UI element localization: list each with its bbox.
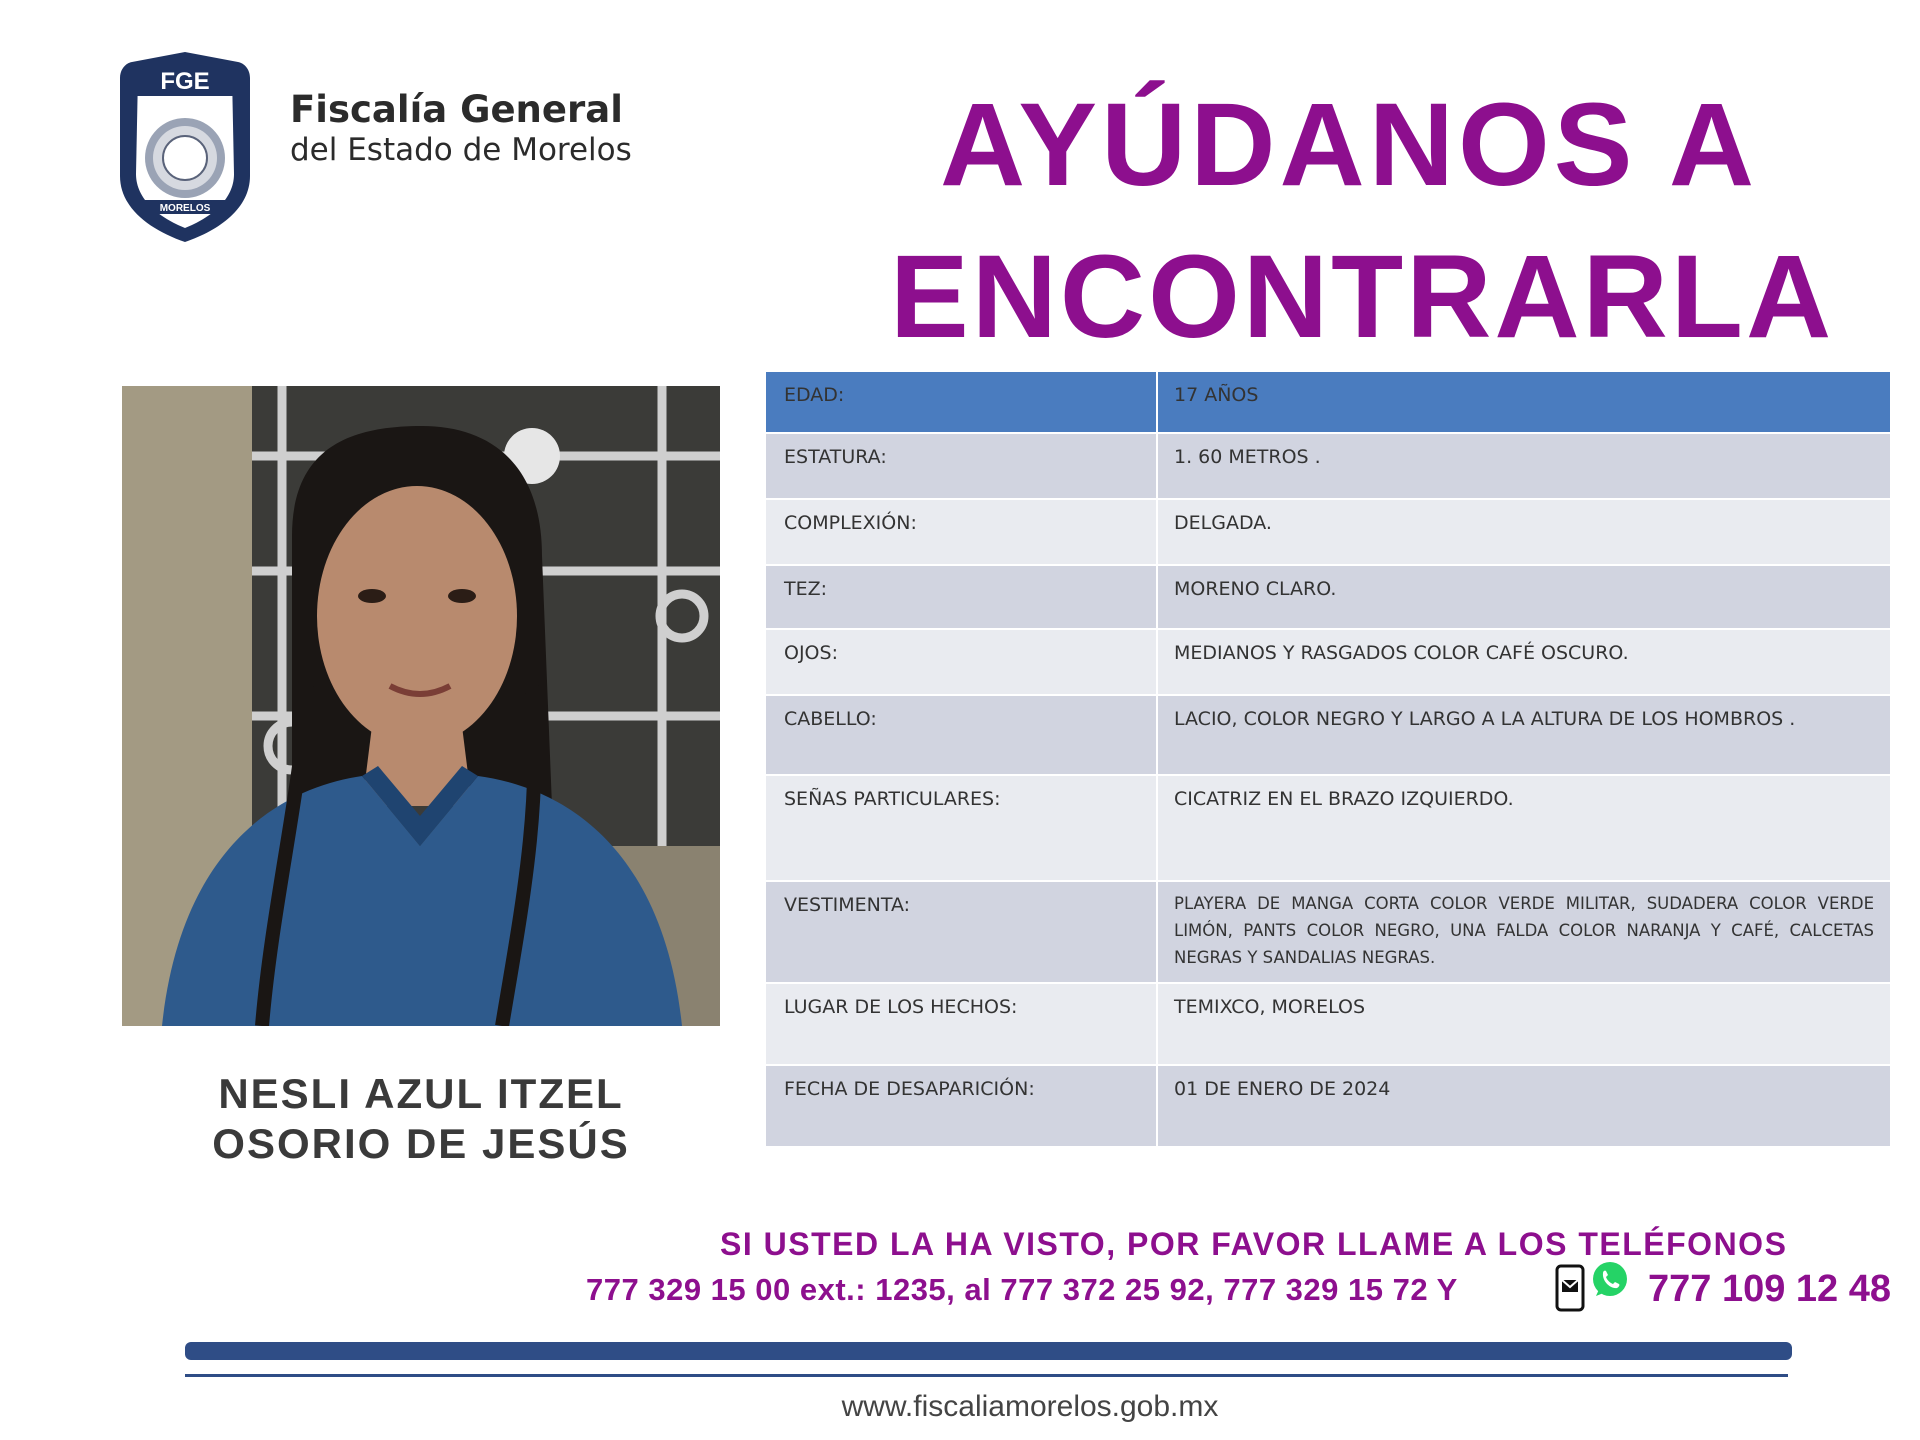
detail-row-hair bbox=[766, 696, 1890, 776]
detail-value: CICATRIZ EN EL BRAZO IZQUIERDO. bbox=[1174, 788, 1514, 810]
call-to-action: SI USTED LA HA VISTO, POR FAVOR LLAME A LOS TELÉFONOS bbox=[720, 1226, 1788, 1262]
detail-value: DELGADA. bbox=[1174, 512, 1272, 534]
detail-label: CABELLO: bbox=[766, 696, 1158, 774]
detail-label: ESTATURA: bbox=[766, 434, 1158, 498]
phone-numbers: 777 329 15 00 ext.: 1235, al 777 372 25 92, 777 329 15 72 Y bbox=[586, 1272, 1458, 1307]
detail-value: MEDIANOS Y RASGADOS COLOR CAFÉ OSCURO. bbox=[1174, 642, 1629, 664]
details-table bbox=[766, 372, 1890, 1148]
detail-label: VESTIMENTA: bbox=[766, 882, 1158, 982]
phone-icon bbox=[1555, 1264, 1585, 1312]
detail-label: COMPLEXIÓN: bbox=[766, 500, 1158, 564]
detail-row-age bbox=[766, 372, 1890, 434]
detail-row-date bbox=[766, 1066, 1890, 1148]
whatsapp-number: 777 109 12 48 bbox=[1648, 1268, 1892, 1310]
detail-row-build bbox=[766, 500, 1890, 566]
person-name-line-2: OSORIO DE JESÚS bbox=[212, 1120, 630, 1167]
detail-row-complexion bbox=[766, 566, 1890, 630]
org-name: Fiscalía General bbox=[290, 88, 623, 131]
footer-bar bbox=[185, 1342, 1792, 1360]
detail-row-place bbox=[766, 984, 1890, 1066]
detail-label: OJOS: bbox=[766, 630, 1158, 694]
org-subtitle: del Estado de Morelos bbox=[290, 132, 632, 168]
badge-text: FGE bbox=[160, 68, 210, 95]
detail-label: SEÑAS PARTICULARES: bbox=[766, 776, 1158, 880]
detail-value: 01 DE ENERO DE 2024 bbox=[1174, 1078, 1391, 1100]
detail-value: TEMIXCO, MORELOS bbox=[1174, 996, 1366, 1018]
detail-label: FECHA DE DESAPARICIÓN: bbox=[766, 1066, 1158, 1146]
fge-badge-icon bbox=[110, 48, 260, 244]
whatsapp-icon bbox=[1590, 1260, 1630, 1300]
footer-divider bbox=[185, 1374, 1788, 1377]
detail-row-marks bbox=[766, 776, 1890, 882]
headline-line-2: ENCONTRARLA bbox=[890, 231, 1835, 363]
detail-value: 1. 60 METROS . bbox=[1174, 446, 1321, 468]
detail-row-eyes bbox=[766, 630, 1890, 696]
detail-label: TEZ: bbox=[766, 566, 1158, 628]
detail-value: LACIO, COLOR NEGRO Y LARGO A LA ALTURA DE LOS HOMBROS . bbox=[1174, 708, 1796, 730]
detail-row-clothing bbox=[766, 882, 1890, 984]
website-url: www.fiscaliamorelos.gob.mx bbox=[841, 1390, 1219, 1423]
detail-value: PLAYERA DE MANGA CORTA COLOR VERDE MILITAR, SUDADERA COLOR VERDE LIMÓN, PANTS COLOR NEGRO, UNA FALDA COLOR NARANJA Y CAFÉ, CALCETAS NEGRAS Y SANDALIAS NEGRAS. bbox=[1174, 894, 1874, 967]
detail-value: MORENO CLARO. bbox=[1174, 578, 1337, 600]
person-name-line-1: NESLI AZUL ITZEL bbox=[218, 1070, 624, 1117]
detail-value: 17 AÑOS bbox=[1174, 384, 1259, 406]
badge-bottom-text: MORELOS bbox=[159, 203, 211, 214]
missing-person-photo bbox=[122, 386, 720, 1026]
detail-row-height bbox=[766, 434, 1890, 500]
headline-line-1: AYÚDANOS A bbox=[940, 79, 1759, 211]
detail-label: EDAD: bbox=[766, 372, 1158, 432]
detail-label: LUGAR DE LOS HECHOS: bbox=[766, 984, 1158, 1064]
